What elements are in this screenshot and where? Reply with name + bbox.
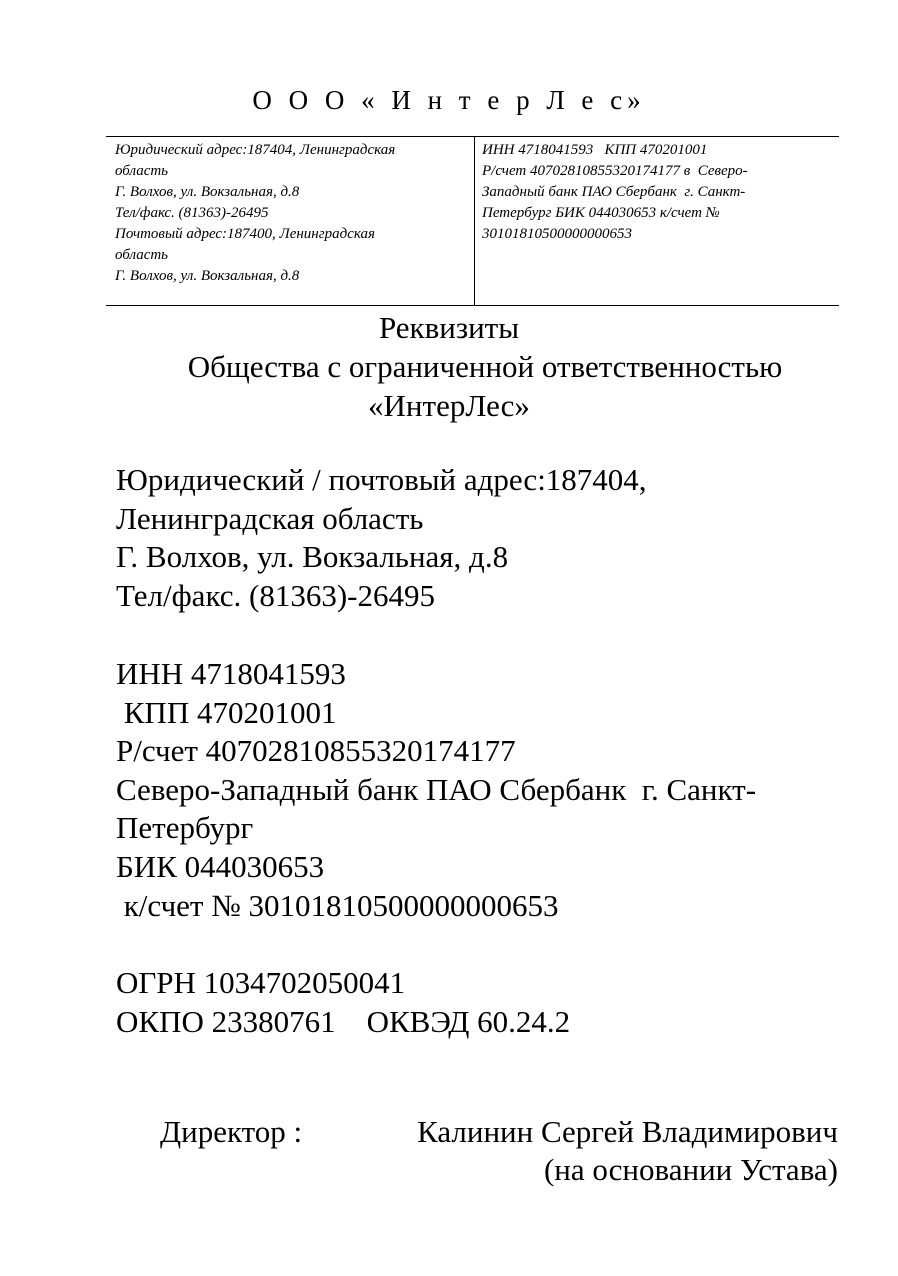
bank-details-block [116,655,836,925]
address-block [116,461,836,615]
header-corr-account-line: 30101810500000000653 [482,226,632,242]
bank-name-line: Северо-Западный банк ПАО Сбербанк г. Санкт- [116,771,757,807]
phone-line: Тел/факс. (81363)-26495 [116,577,435,613]
header-address-line: Г. Волхов, ул. Вокзальная, д.8 [115,184,300,200]
document-title-line: Общества с ограниченной ответственностью [187,349,783,384]
document-title-line: Реквизиты [378,310,520,345]
header-phone-line: Тел/факс. (81363)-26495 [115,205,269,221]
header-postal-line: Почтовый адрес:187400, Ленинградская [115,226,375,242]
director-label: Директор : [160,1114,303,1149]
header-account-line: Р/счет 40702810855320174177 в Северо- [482,163,748,179]
bank-name-line: Петербург [116,810,254,846]
registration-block [116,964,836,1041]
inn-line: ИНН 4718041593 [116,656,346,691]
document-title [0,308,898,425]
corr-account-line: к/счет № 30101810500000000653 [116,887,559,923]
header-address-column [115,140,467,287]
header-top-rule [106,136,839,137]
header-postal-line: Г. Волхов, ул. Вокзальная, д.8 [115,268,300,284]
ogrn-line: ОГРН 1034702050041 [116,965,406,1000]
header-inn-kpp-line: ИНН 4718041593 КПП 470201001 [482,142,708,158]
header-column-divider [474,136,475,306]
director-name: Калинин Сергей Владимирович [417,1114,838,1149]
director-basis: (на основании Устава) [543,1152,838,1187]
bik-line: БИК 044030653 [116,848,325,884]
header-bank-line: Западный банк ПАО Сбербанк г. Санкт- [482,184,746,200]
header-address-line: область [115,163,169,179]
company-title: О О О « И н т е р Л е с» [252,85,646,115]
okpo-okved-line: ОКПО 23380761 ОКВЭД 60.24.2 [116,1003,571,1039]
header-postal-line: область [115,247,169,263]
account-line: Р/счет 40702810855320174177 [116,733,516,769]
header-bik-line: Петербург БИК 044030653 к/счет № [482,205,720,221]
header-bottom-rule [106,305,839,306]
header-address-line: Юридический адрес:187404, Ленинградская [115,142,396,158]
kpp-line: КПП 470201001 [116,694,337,730]
document-title-line: «ИнтерЛес» [368,388,530,423]
address-line: Ленинградская область [116,500,424,536]
header-bank-column [482,140,832,245]
address-line: Г. Волхов, ул. Вокзальная, д.8 [116,539,509,575]
address-line: Юридический / почтовый адрес:187404, [116,462,647,497]
